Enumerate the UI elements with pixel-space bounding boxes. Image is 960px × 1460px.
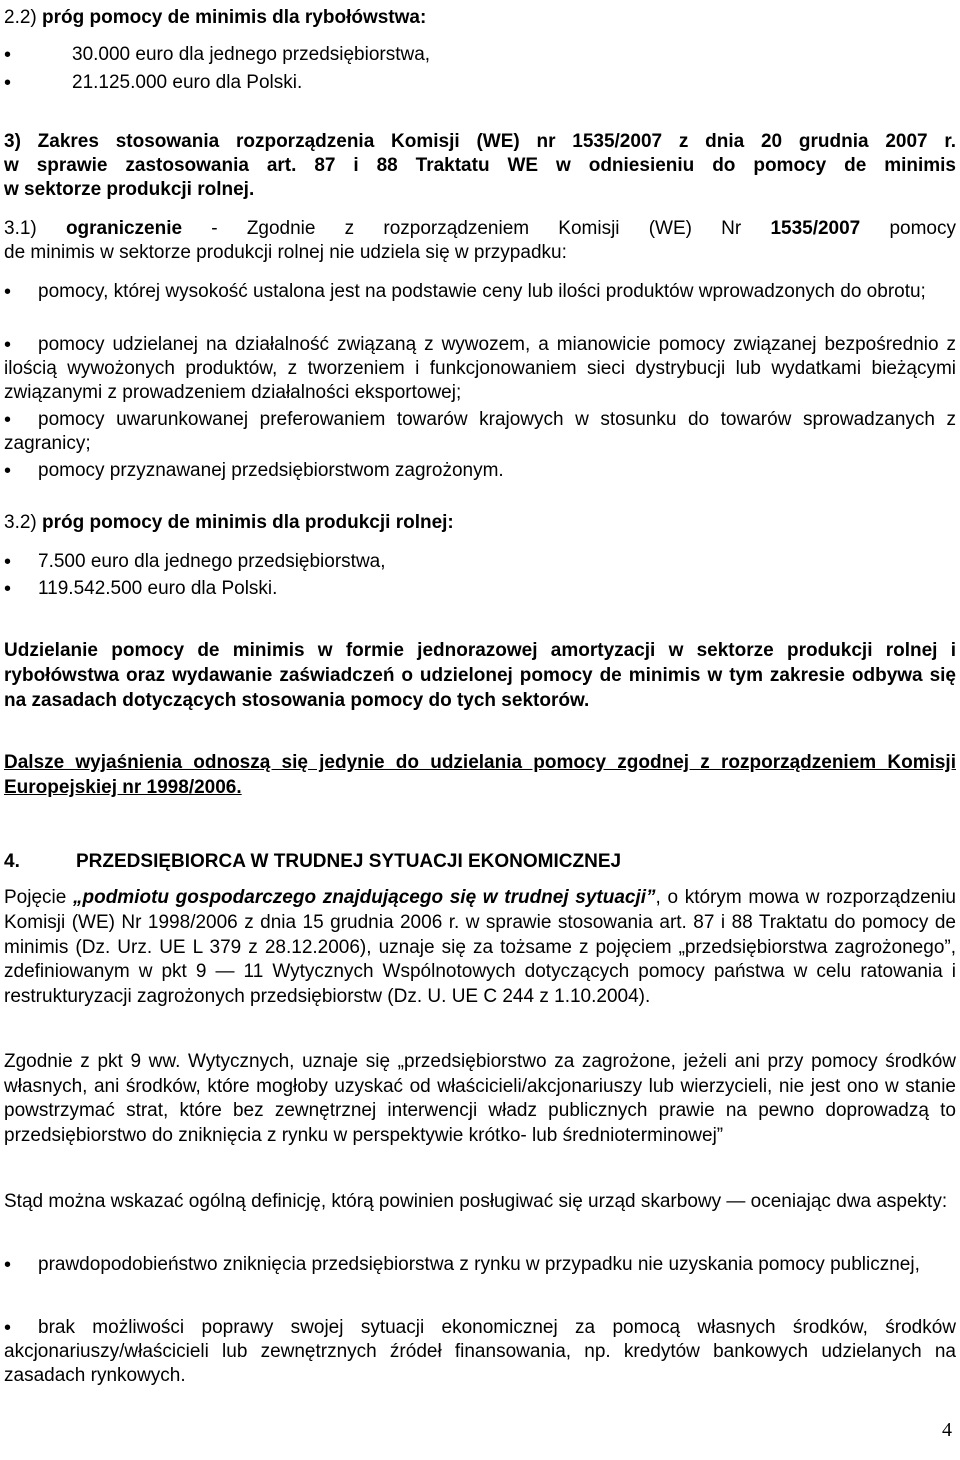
paragraph-definition: Pojęcie „podmiotu gospodarczego znajdującego się w trudnej sytuacji”, o którym mowa w rozporządzeniu Komisji (WE) Nr 1998/2006 z dnia 15 grudnia 2006 r. w sprawie stosowania art. 87 i 88 Traktatu do pomocy de minimis (Dz. Urz. UE L 379 z 28.12.2006), uznaje się za tożsame z pojęciem „przedsiębiorstwa zagrożonego”, zdefiniowanym w pkt 9 — 11 Wytycznych Wspólnotowych dotyczących pomocy państwa w celu ratowania i restrukturyzacji zagrożonych przedsiębiorstw (Dz. U. UE C 244 z 1.10.2004). [4,887,956,1008]
underlined-paragraph: Dalsze wyjaśnienia odnoszą się jedynie do udzielania pomocy zgodnej z rozporządzeniem Komisji Europejskiej nr 1998/2006. [4,752,956,798]
paragraph-aspects: Stąd można wskazać ogólną definicję, którą powinien posługiwać się urząd skarbowy — oceniając dwa aspekty: [4,1191,948,1212]
section-heading-3-2: 3.2) próg pomocy de minimis dla produkcji rolnej: [4,512,454,533]
list-item: • pomocy uwarunkowanej preferowaniem towarów krajowych w stosunku do towarów sprowadzanych z zagranicy; [4,408,956,456]
section-heading-3-line2: w sprawie zastosowania art. 87 i 88 Traktatu WE w odniesieniu do pomocy de minimis [4,155,956,176]
section-3-1-intro: 3.1) ograniczenie - Zgodnie z rozporządzeniem Komisji (WE) Nr 1535/2007 pomocy [4,218,956,239]
section-heading-4: 4. PRZEDSIĘBIORCA W TRUDNEJ SYTUACJI EKONOMICZNEJ [4,851,622,872]
page-number: 4 [942,1419,952,1441]
section-heading-3-line1: 3) Zakres stosowania rozporządzenia Komisji (WE) nr 1535/2007 z dnia 20 grudnia 2007 r. [4,131,956,152]
list-item: • pomocy udzielanej na działalność związaną z wywozem, a mianowicie pomocy związanej bezpośrednio z ilością wywożonych produktów, z tworzeniem i funkcjonowaniem sieci dystrybucji lub wydatkami bieżącymi związanymi z prowadzeniem działalności eksportowej; [4,333,956,405]
section-heading-3-line3: w sektorze produkcji rolnej. [4,179,255,200]
section-3-1-intro-line2: de minimis w sektorze produkcji rolnej nie udziela się w przypadku: [4,242,567,263]
list-item: • pomocy, której wysokość ustalona jest na podstawie ceny lub ilości produktów wprowadzonych do obrotu; [4,280,956,304]
list-item: • brak możliwości poprawy swojej sytuacji ekonomicznej za pomocą własnych środków, środków akcjonariuszy/właścicieli lub zewnętrznych źródeł finansowania, np. kredytów bankowych udzielanych na zasadach rynkowych. [4,1316,956,1388]
list-item: • prawdopodobieństwo zniknięcia przedsiębiorstwa z rynku w przypadku nie uzyskania pomocy publicznej, [4,1253,956,1277]
paragraph-guidelines: Zgodnie z pkt 9 ww. Wytycznych, uznaje się „przedsiębiorstwo za zagrożone, jeżeli ani przy pomocy środków własnych, ani środków, które mogłoby uzyskać od właścicieli/akcjonariuszy lub wierzycieli, nie jest ono w stanie powstrzymać strat, które bez zewnętrznej interwencji władz publicznych prawie na pewno doprowadzą to przedsiębiorstwo do zniknięcia z rynku w perspektywie krótko- lub średnioterminowej” [4,1051,956,1146]
bold-paragraph: Udzielanie pomocy de minimis w formie jednorazowej amortyzacji w sektorze produkcji rolnej i rybołówstwa oraz wydawanie zaświadczeń o udzielonej pomocy de minimis w tym zakresie odbywa się na zasadach dotyczących stosowania pomocy do tych sektorów. [4,640,956,711]
section-heading-2-2: 2.2) próg pomocy de minimis dla rybołówstwa: [4,7,427,28]
